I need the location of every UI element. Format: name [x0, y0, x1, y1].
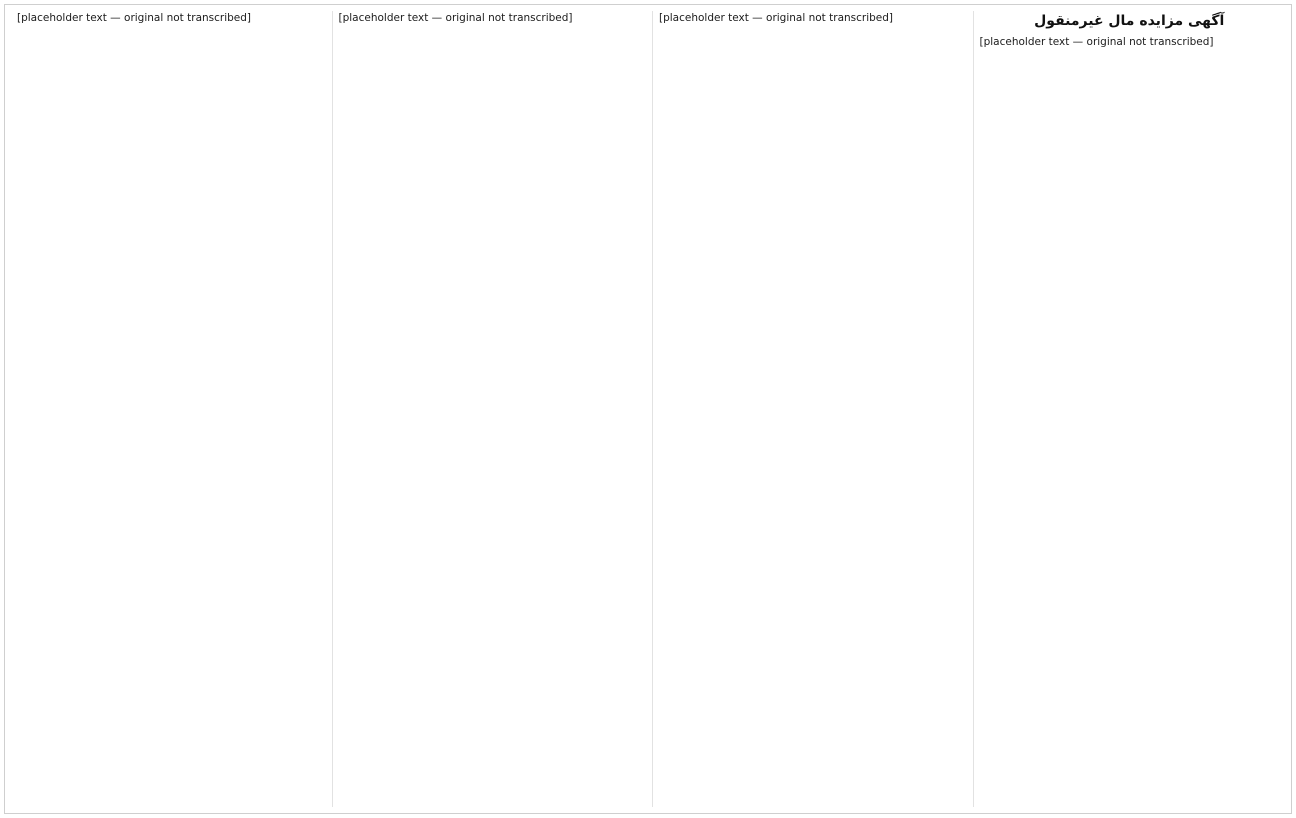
- paragraph: [placeholder text — original not transcribed]: [338, 12, 573, 24]
- paragraph: [placeholder text — original not transcribed]: [979, 36, 1214, 48]
- paragraph: [placeholder text — original not transcribed]: [17, 12, 252, 24]
- page-title: آگهی مزایده مال غیرمنقول: [1034, 13, 1225, 29]
- column-3: [332, 11, 645, 807]
- column-2: [652, 11, 965, 807]
- newspaper-page: [4, 4, 1292, 814]
- paragraph: [placeholder text — original not transcribed]: [659, 12, 894, 24]
- column-4: [11, 11, 324, 807]
- text-columns: [11, 11, 1285, 807]
- column-1: [973, 11, 1286, 807]
